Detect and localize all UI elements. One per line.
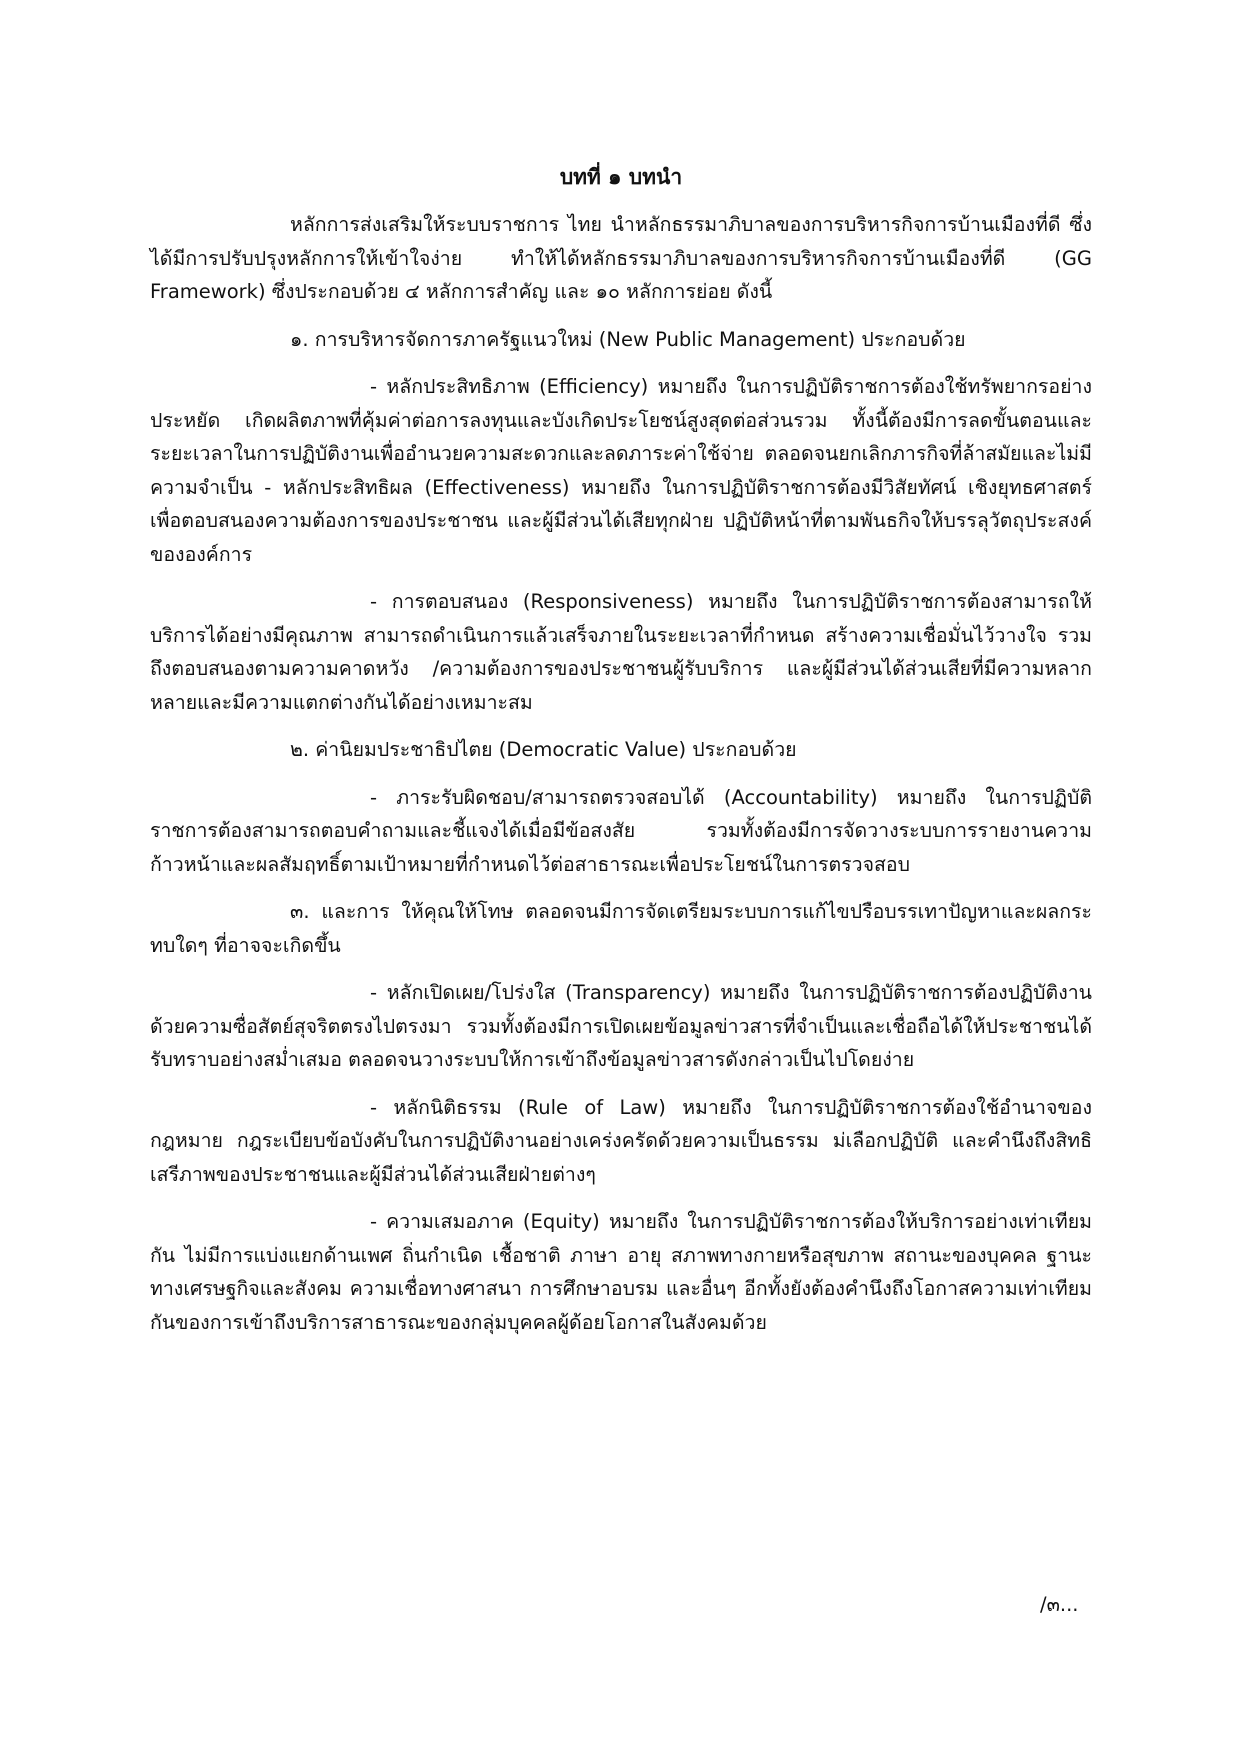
section-heading-2: ๒. ค่านิยมประชาธิปไตย (Democratic Value) ประกอบด้วย [290,738,797,761]
section-heading-1: ๑. การบริหารจัดการภาครัฐแนวใหม่ (New Public Management) ประกอบด้วย [290,327,966,351]
accountability-paragraph: - ภาระรับผิดชอบ/สามารถตรวจสอบได้ (Accountability) หมายถึง ในการปฏิบัติราชการต้องสามารถตอบคำถามและชี้แจงได้เมื่อมีข้อสงสัย รวมทั้งต้องมีการจัดวางระบบการรายงานความก้าวหน้าและผลสัมฤทธิ์ตามเป้าหมายที่กำหนดไว้ต่อสาธารณะเพื่อประโยชน์ในการตรวจสอบ [150,785,1092,876]
rule-of-law-paragraph: - หลักนิติธรรม (Rule of Law) หมายถึง ในการปฏิบัติราชการต้องใช้อำนาจของกฎหมาย กฎระเบียบข้อบังคับในการปฏิบัติงานอย่างเคร่งครัดด้วยความเป็นธรรม ม่เลือกปฏิบัติ และคำนึงถึงสิทธิเสรีภาพของประชาชนและผู้มีส่วนได้ส่วนเสียฝ่ายต่างๆ [150,1095,1092,1186]
chapter-title: บทที่ ๑ บทนำ [559,165,683,189]
next-page-reference: /๓... [1040,1593,1079,1616]
transparency-paragraph: - หลักเปิดเผย/โปร่งใส (Transparency) หมายถึง ในการปฏิบัติราชการต้องปฏิบัติงานด้วยความซื่อสัตย์สุจริตตรงไปตรงมา รวมทั้งต้องมีการเปิดเผยข้อมูลข่าวสารที่จำเป็นและเชื่อถือได้ให้ประชาชนได้รับทราบอย่างสม่ำเสมอ ตลอดจนวางระบบให้การเข้าถึงข้อมูลข่าวสารดังกล่าวเป็นไปโดยง่าย [150,981,1092,1071]
efficiency-paragraph: - หลักประสิทธิภาพ (Efficiency) หมายถึง ในการปฏิบัติราชการต้องใช้ทรัพยากรอย่างประหยัด เกิดผลิตภาพที่คุ้มค่าต่อการลงทุนและบังเกิดประโยชน์สูงสุดต่อส่วนรวม ทั้งนี้ต้องมีการลดขั้นตอนและระยะเวลาในการปฏิบัติงานเพื่ออำนวยความสะดวกและลดภาระค่าใช้จ่าย ตลอดจนยกเลิกภารกิจที่ล้าสมัยและไม่มีความจำเป็น - หลักประสิทธิผล (Effectiveness) หมายถึง ในการปฏิบัติราชการต้องมีวิสัยทัศน์ เชิงยุทธศาสตร์ เพื่อตอบสนองความต้องการของประชาชน และผู้มีส่วนได้เสียทุกฝ่าย ปฏิบัติหน้าที่ตามพันธกิจให้บรรลุวัตถุประสงค์ขององค์การ [150,375,1092,566]
section-heading-3: ๓. และการ ให้คุณให้โทษ ตลอดจนมีการจัดเตรียมระบบการแก้ไขปรือบรรเทาปัญหาและผลกระทบใดๆ ที่อาจจะเกิดขึ้น [150,900,1092,957]
equity-paragraph: - ความเสมอภาค (Equity) หมายถึง ในการปฏิบัติราชการต้องให้บริการอย่างเท่าเทียมกัน ไม่มีการแบ่งแยกด้านเพศ ถิ่นกำเนิด เชื้อชาติ ภาษา อายุ สภาพทางกายหรือสุขภาพ สถานะของบุคคล ฐานะทางเศรษฐกิจและสังคม ความเชื่อทางศาสนา การศึกษาอบรม และอื่นๆ อีกทั้งยังต้องคำนึงถึงโอกาสความเท่าเทียมกันของการเข้าถึงบริการสาธารณะของกลุ่มบุคคลผู้ด้อยโอกาสในสังคมด้วย [150,1210,1092,1334]
document-body [150,160,1092,1339]
intro-paragraph: หลักการส่งเสริมให้ระบบราชการ ไทย นำหลักธรรมาภิบาลของการบริหารกิจการบ้านเมืองที่ดี ซึ่งได้มีการปรับปรุงหลักการให้เข้าใจง่าย ทำให้ได้หลักธรรมาภิบาลของการบริหารกิจการบ้านเมืองที่ดี (GG Framework) ซึ่งประกอบด้วย ๔ หลักการสำคัญ และ ๑๐ หลักการย่อย ดังนี้ [150,213,1092,303]
responsiveness-paragraph: - การตอบสนอง (Responsiveness) หมายถึง ในการปฏิบัติราชการต้องสามารถให้บริการได้อย่างมีคุณภาพ สามารถดำเนินการแล้วเสร็จภายในระยะเวลาที่กำหนด สร้างความเชื่อมั่นไว้วางใจ รวมถึงตอบสนองตามความคาดหวัง /ความต้องการของประชาชนผู้รับบริการ และผู้มีส่วนได้ส่วนเสียที่มีความหลากหลายและมีความแตกต่างกันได้อย่างเหมาะสม [150,590,1092,714]
